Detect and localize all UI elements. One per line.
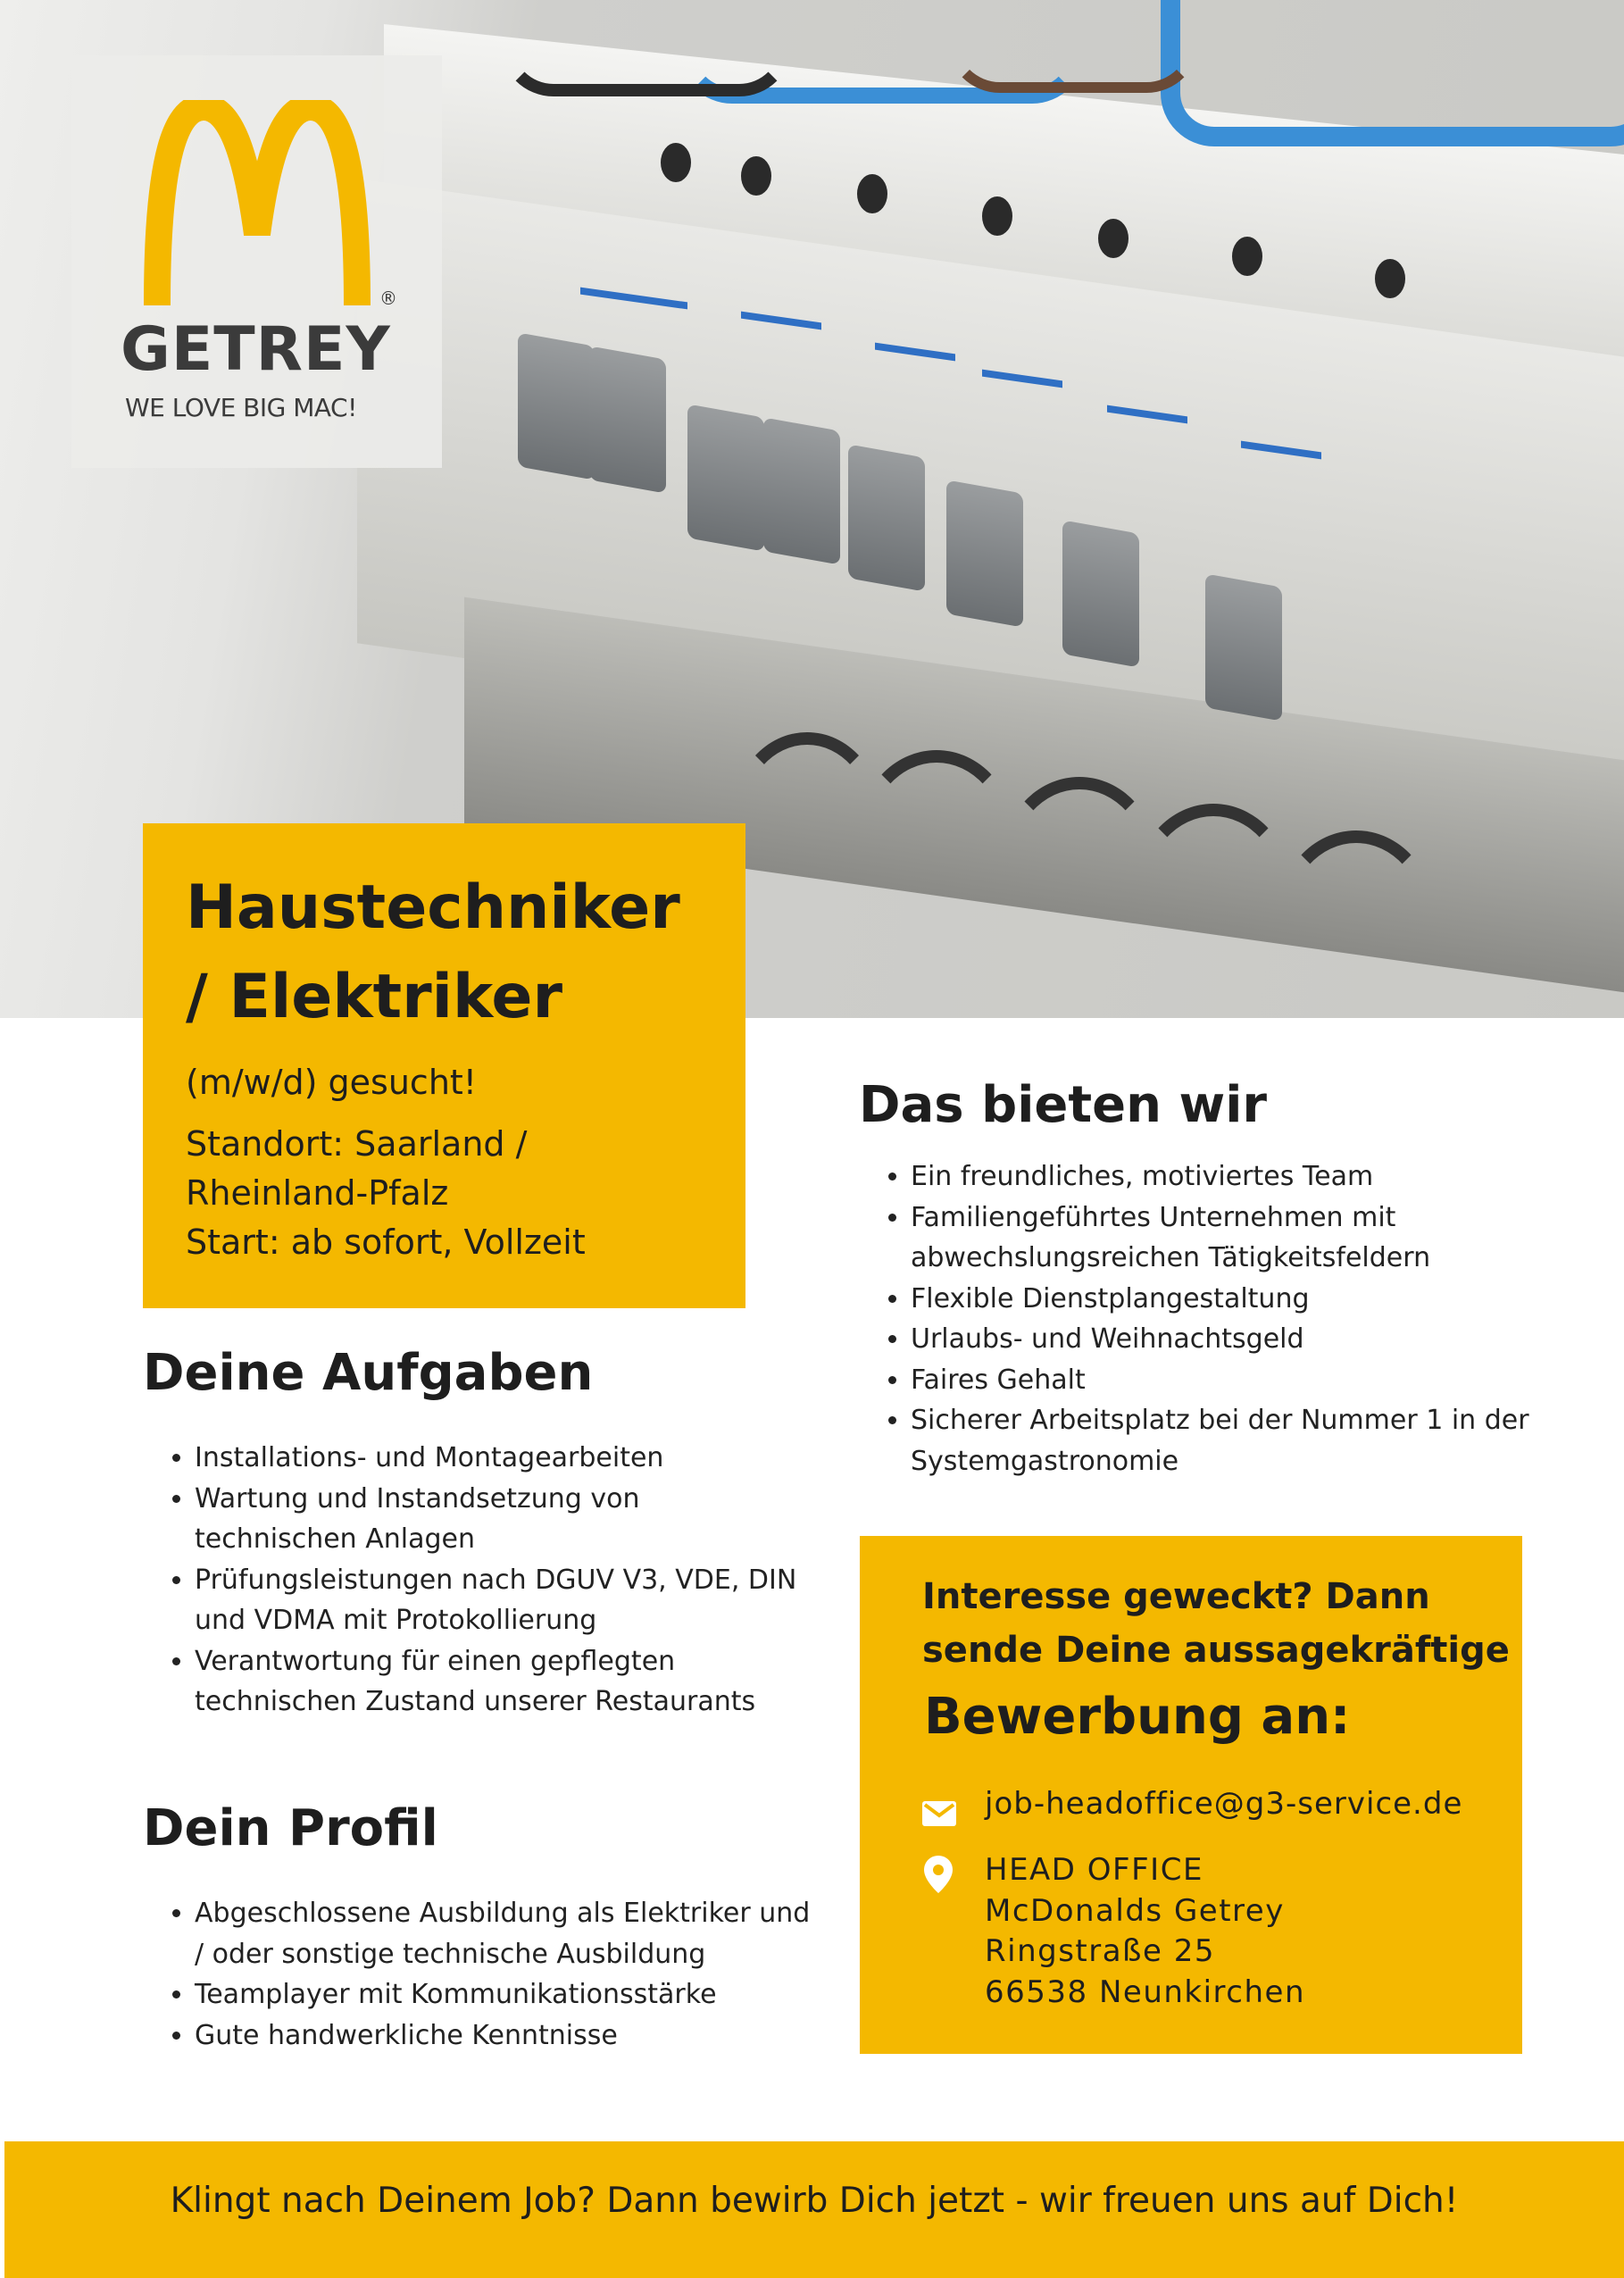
contact-intro xyxy=(922,1570,1512,1677)
breaker-toggle xyxy=(1205,573,1282,721)
mail-icon xyxy=(922,1801,956,1826)
breaker-toggle xyxy=(589,346,666,493)
address-line: 66538 Neunkirchen xyxy=(985,1973,1305,2010)
breaker-toggle xyxy=(518,332,595,480)
list-item: • Gute handwerkliche Kenntnisse xyxy=(195,2015,811,2057)
section-heading-aufgaben: Deine Aufgaben xyxy=(143,1344,594,1402)
blue-cable xyxy=(1161,0,1624,146)
contact-intro-line2: sende Deine aussagekräftige xyxy=(922,1630,1510,1671)
list-item: • Familiengeführtes Unternehmen mit abwechslungsreichen Tätigkeitsfeldern xyxy=(911,1197,1589,1279)
section-heading-bieten: Das bieten wir xyxy=(859,1076,1268,1134)
breaker-toggle xyxy=(946,480,1023,627)
screw-hole xyxy=(1098,219,1128,258)
list-item: • Wartung und Instandsetzung von technischen Anlagen xyxy=(195,1479,802,1560)
dark-cable xyxy=(500,0,793,96)
list-item: • Urlaubs- und Weihnachtsgeld xyxy=(911,1319,1589,1360)
list-item: • Verantwortung für einen gepflegten technischen Zustand unserer Restaurants xyxy=(195,1641,802,1723)
screw-hole xyxy=(982,196,1012,236)
screw-hole xyxy=(1232,237,1262,276)
black-wire xyxy=(1000,777,1159,954)
job-title xyxy=(186,864,739,1042)
black-wire xyxy=(1277,830,1436,1007)
brown-cable xyxy=(946,0,1200,93)
list-item: • Flexible Dienstplangestaltung xyxy=(911,1279,1589,1320)
contact-email-link[interactable]: job-headoffice@g3-service.de xyxy=(985,1786,1463,1822)
address-line: Ringstraße 25 xyxy=(985,1933,1215,1969)
breaker-toggle xyxy=(1062,520,1139,667)
logo-slogan: WE LOVE BIG MAC! xyxy=(125,393,357,422)
breaker-toggle xyxy=(763,417,840,564)
screw-hole xyxy=(661,143,691,182)
list-item: • Installations- und Montagearbeiten xyxy=(195,1438,802,1479)
screw-hole xyxy=(741,156,771,196)
footer-banner xyxy=(4,2141,1624,2278)
list-item: • Abgeschlossene Ausbildung als Elektriker und / oder sonstige technische Ausbildung xyxy=(195,1893,811,1974)
black-wire xyxy=(1134,804,1293,980)
job-title-box xyxy=(143,823,745,1308)
application-contact-box xyxy=(860,1536,1522,2054)
screw-hole xyxy=(1375,259,1405,298)
start-date: Start: ab sofort, Vollzeit xyxy=(186,1222,586,1262)
address-line: McDonalds Getrey xyxy=(985,1892,1285,1929)
section-heading-profil: Dein Profil xyxy=(143,1799,438,1857)
job-title-line2: / Elektriker xyxy=(186,962,563,1032)
list-item: • Ein freundliches, motiviertes Team xyxy=(911,1156,1589,1197)
logo-brand: GETREY xyxy=(121,314,391,385)
contact-intro-line1: Interesse geweckt? Dann xyxy=(922,1576,1430,1617)
registered-mark: ® xyxy=(379,288,397,309)
footer-text: Klingt nach Deinem Job? Dann bewirb Dich jetzt - wir freuen uns auf Dich! xyxy=(170,2181,1459,2221)
job-title-line1: Haustechniker xyxy=(186,872,680,943)
breaker-toggle xyxy=(848,444,925,591)
contact-address xyxy=(985,1850,1305,2013)
location-line1: Standort: Saarland / xyxy=(186,1124,528,1164)
breaker-toggle xyxy=(687,404,764,551)
company-logo xyxy=(71,55,442,468)
list-item: • Teamplayer mit Kommunikationsstärke xyxy=(195,1974,811,2015)
list-item: • Faires Gehalt xyxy=(911,1360,1589,1401)
screw-hole xyxy=(857,174,887,213)
job-details xyxy=(186,1120,721,1267)
address-line: HEAD OFFICE xyxy=(985,1852,1203,1888)
location-line2: Rheinland-Pfalz xyxy=(186,1173,449,1213)
black-wire xyxy=(857,750,1016,927)
list-item: • Sicherer Arbeitsplatz bei der Nummer 1 in der Systemgastronomie xyxy=(911,1400,1589,1481)
profil-list xyxy=(143,1893,811,2056)
aufgaben-list xyxy=(143,1438,802,1723)
bieten-list xyxy=(859,1156,1589,1481)
list-item: • Prüfungsleistungen nach DGUV V3, VDE, DIN und VDMA mit Protokollierung xyxy=(195,1560,802,1641)
application-heading: Bewerbung an: xyxy=(924,1688,1351,1746)
location-pin-icon xyxy=(924,1856,953,1893)
job-subtitle: (m/w/d) gesucht! xyxy=(186,1063,478,1102)
golden-arches-icon xyxy=(141,100,373,305)
